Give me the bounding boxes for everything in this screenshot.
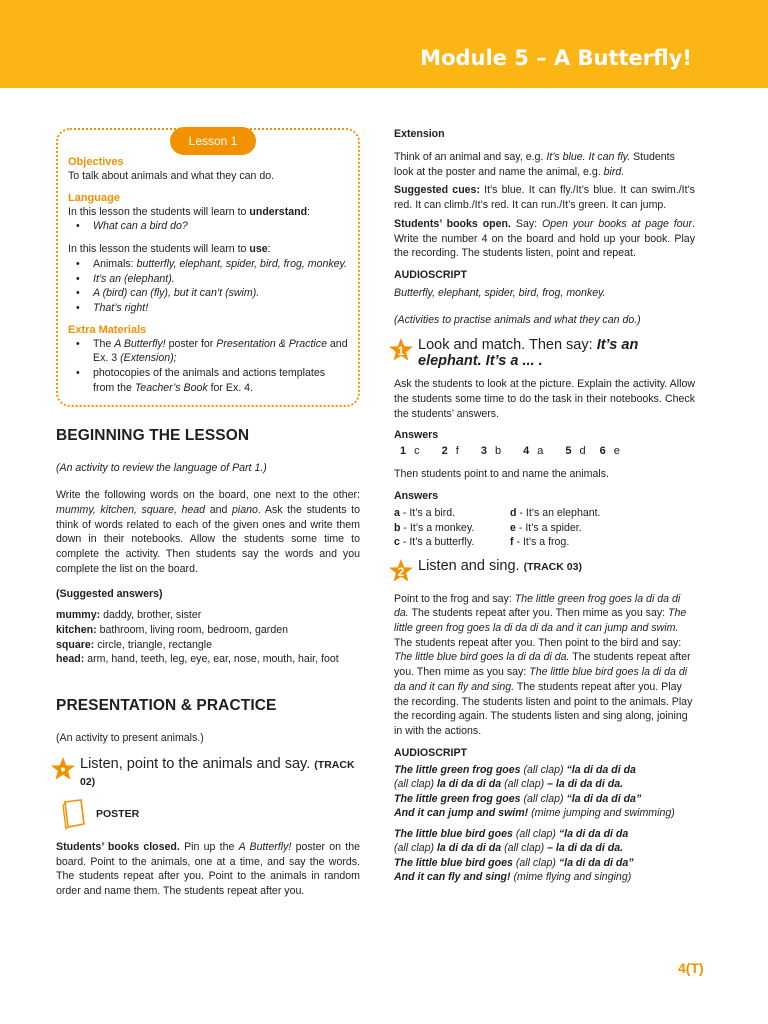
suggested-cues: Suggested cues: It’s blue. It can fly./It’s blue. It can swim./It’s red. It can climb./It’s red. It can run./It’s green. It can jump. <box>394 184 695 212</box>
list-item: • photocopies of the animals and actions templates from the Teacher’s Book for Ex. 4. <box>76 366 348 395</box>
song-lyrics <box>394 763 695 885</box>
extension-paragraph: Think of an animal and say, e.g. It’s blue. It can fly. Students look at the poster and name the animal, e.g. bird. <box>394 151 675 178</box>
lesson-info-box <box>56 128 360 407</box>
answer-cell: e - It’s a spider. <box>510 521 582 534</box>
svg-text:1: 1 <box>397 344 405 359</box>
answer-row-square: square: circle, triangle, rectangle <box>56 638 213 651</box>
task-1-answers-heading: Answers <box>394 429 439 442</box>
suggested-answers-heading: (Suggested answers) <box>56 588 163 601</box>
list-item: • The A Butterfly! poster for Presentation & Practice and Ex. 3 (Extension); <box>76 337 348 366</box>
lyric-line: And it can fly and sing! (mime flying and singing) <box>394 871 632 884</box>
answer-row-kitchen: kitchen: bathroom, living room, bedroom, garden <box>56 624 289 637</box>
svg-text:2: 2 <box>397 564 405 579</box>
task-1-title: Look and match. Then say: It’s an elephant. It’s a ... . <box>418 337 639 370</box>
answer-cell: f - It’s a frog. <box>510 536 570 549</box>
presentation-task-title: Listen, point to the animals and say. (TRACK 02) <box>80 755 355 788</box>
answer-cell: d - It’s an elephant. <box>510 507 601 520</box>
right-column <box>394 128 695 885</box>
audioscript-heading: AUDIOSCRIPT <box>394 268 467 281</box>
answer-row-head: head: arm, hand, teeth, leg, eye, ear, nose, mouth, hair, foot <box>56 653 339 666</box>
answer-cell: c - It’s a butterfly. <box>394 536 475 549</box>
lyric-line: The little green frog goes (all clap) “la di da di da <box>394 763 636 776</box>
lyric-line: The little green frog goes (all clap) “la di da di da” <box>394 792 642 805</box>
presentation-note: (An activity to present animals.) <box>56 732 204 745</box>
lyric-line: And it can jump and swim! (mime jumping and swimming) <box>394 807 675 820</box>
poster-icon <box>62 798 88 830</box>
star-icon <box>388 337 414 363</box>
books-open-paragraph: Students’ books open. Say: Open your books at page four. Write the number 4 on the board and hold up your book. Play the recording. The students listen, point and repeat. <box>394 217 696 260</box>
lyric-line: (all clap) la di da di da (all clap) – la di da di da. <box>394 778 624 791</box>
list-item: • That’s right! <box>76 301 348 316</box>
beginning-paragraph: Write the following words on the board, one next to the other: mummy, kitchen, square, head and piano. Ask the students to think of words related to each of the given ones and write them down in their notebooks. Allow the students some time to complete the activity. Then students say the words and you complete the list on the board. <box>56 489 360 575</box>
module-header-band <box>0 0 768 88</box>
task-1-answers2 <box>394 506 695 550</box>
beginning-note: (An activity to review the language of Part 1.) <box>56 462 267 475</box>
poster-label: POSTER <box>96 807 140 820</box>
understand-intro: In this lesson the students will learn to understand: <box>68 205 311 218</box>
star-icon <box>388 558 414 584</box>
extra-materials-list <box>76 337 348 396</box>
objectives-text: To talk about animals and what they can do. <box>68 170 275 182</box>
lyric-line: The little blue bird goes (all clap) “la di da di da” <box>394 856 634 869</box>
use-intro: In this lesson the students will learn to use: <box>68 243 271 256</box>
task-2-paragraph: Point to the frog and say: The little green frog goes la di da di da. The students repeat after you. Then mime as you say: The little green frog goes la di da di da and it can jump and swim. The students repeat after you. Then point to the bird and say: The little blue bird goes la di da di da. The students repeat after you. Then mime as you say: The little blue bird goes la di da di da and it can fly and sing. The students repeat after you. Play the recording. The students listen and point to the animals. Play the recording again. The students listen and sing along, joining in with the actions. <box>394 592 693 737</box>
extra-materials-heading: Extra Materials <box>68 323 147 336</box>
task-2-title: Listen and sing. (TRACK 03) <box>418 557 582 574</box>
lyric-line: (all clap) la di da di da (all clap) – la di da di da. <box>394 842 624 855</box>
left-column <box>56 128 360 899</box>
module-title: Module 5 – A Butterfly! <box>420 46 692 70</box>
task-2-audioscript-heading: AUDIOSCRIPT <box>394 746 467 759</box>
task-2 <box>394 558 695 584</box>
task-1 <box>394 337 695 369</box>
beginning-heading: BEGINNING THE LESSON <box>56 427 250 445</box>
list-item: • What can a bird do? <box>76 219 348 234</box>
understand-list <box>76 219 348 234</box>
activities-note: (Activities to practise animals and what they can do.) <box>394 313 641 326</box>
lyric-line: The little blue bird goes (all clap) “la di da di da <box>394 827 629 840</box>
presentation-task <box>56 756 360 790</box>
objectives-heading: Objectives <box>68 156 124 168</box>
task-1-then: Then students point to and name the animals. <box>394 468 609 481</box>
page-number: 4(T) <box>678 960 704 976</box>
task-1-paragraph: Ask the students to look at the picture. Explain the activity. Allow the students some time to do the task in their notebooks. Check the students’ answers. <box>394 378 695 420</box>
task-1-answers2-heading: Answers <box>394 490 439 503</box>
presentation-paragraph: Students’ books closed. Pin up the A Butterfly! poster on the board. Point to the animals, one at a time, and say the words. The students repeat after you. Point to the animals in random order and name them. The students repeat after you. <box>56 840 360 897</box>
use-list <box>76 257 348 316</box>
list-item: • Animals: butterfly, elephant, spider, bird, frog, monkey. <box>76 257 348 272</box>
list-item: • A (bird) can (fly), but it can’t (swim). <box>76 286 348 301</box>
lesson-pill: Lesson 1 <box>170 127 256 155</box>
task-1-answers: 1 c 2 f 3 b 4 a 5 d 6 e <box>400 445 620 458</box>
answer-cell: a - It’s a bird. <box>394 507 456 520</box>
audioscript-text: Butterfly, elephant, spider, bird, frog, monkey. <box>394 286 606 299</box>
extension-heading: Extension <box>394 128 445 140</box>
list-item: • It’s an (elephant). <box>76 272 348 287</box>
answer-row-mummy: mummy: daddy, brother, sister <box>56 609 202 622</box>
poster-row <box>62 798 360 830</box>
presentation-heading: PRESENTATION & PRACTICE <box>56 697 277 715</box>
answer-cell: b - It’s a monkey. <box>394 521 475 534</box>
language-heading: Language <box>68 191 120 204</box>
star-icon <box>50 756 76 782</box>
